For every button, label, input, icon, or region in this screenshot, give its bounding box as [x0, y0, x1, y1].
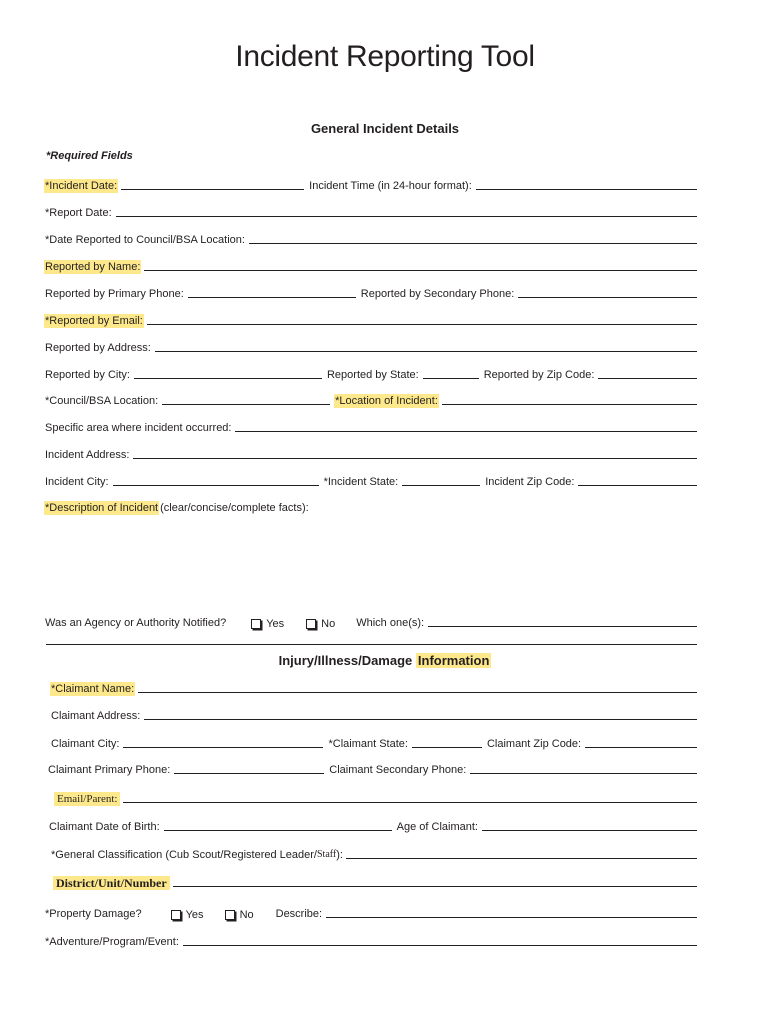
- description-note: (clear/concise/complete facts):: [160, 502, 309, 514]
- claimant-zip-label: Claimant Zip Code:: [486, 738, 582, 750]
- claimant-state-field[interactable]: [412, 747, 482, 748]
- reported-by-name-field[interactable]: [144, 270, 697, 271]
- property-damage-row: [44, 905, 697, 921]
- claimant-name-row: [50, 680, 697, 696]
- email-parent-label: Email/Parent:: [54, 792, 120, 806]
- description-area[interactable]: [46, 520, 697, 610]
- claimant-secondary-phone-label: Claimant Secondary Phone:: [329, 764, 467, 776]
- agency-yes-label: Yes: [266, 618, 285, 630]
- injury-heading: [0, 653, 770, 668]
- claimant-dob-row: [48, 818, 697, 834]
- agency-question-label: Was an Agency or Authority Notified?: [45, 617, 227, 629]
- date-reported-label: *Date Reported to Council/BSA Location:: [45, 234, 245, 246]
- report-date-label: *Report Date:: [45, 207, 112, 219]
- secondary-phone-field[interactable]: [518, 297, 697, 298]
- incident-date-field[interactable]: [121, 189, 304, 190]
- which-ones-label: Which one(s):: [356, 617, 425, 629]
- secondary-phone-label: Reported by Secondary Phone:: [360, 288, 515, 300]
- incident-date-label: *Incident Date:: [45, 180, 118, 192]
- claimant-state-label: *Claimant State:: [328, 738, 408, 750]
- reported-by-city-label: Reported by City:: [45, 369, 130, 381]
- incident-address-field[interactable]: [133, 458, 697, 459]
- reported-by-phone-row: [44, 285, 697, 301]
- property-no-checkbox[interactable]: [225, 909, 254, 921]
- claimant-city-label: Claimant City:: [51, 738, 120, 750]
- district-unit-number-row: [53, 874, 697, 890]
- adventure-row: [44, 933, 697, 949]
- reported-by-email-field[interactable]: [147, 324, 697, 325]
- primary-phone-field[interactable]: [188, 297, 356, 298]
- which-ones-field[interactable]: [428, 626, 697, 627]
- council-location-label: *Council/BSA Location:: [45, 395, 159, 407]
- age-of-claimant-label: Age of Claimant:: [396, 821, 478, 833]
- claimant-dob-field[interactable]: [164, 830, 392, 831]
- incident-city-label: Incident City:: [45, 476, 109, 488]
- reported-by-address-field[interactable]: [155, 351, 697, 352]
- property-damage-label: *Property Damage?: [45, 908, 142, 920]
- checkbox-icon: [171, 910, 181, 920]
- required-fields-note: *Required Fields: [46, 150, 133, 162]
- general-classification-field[interactable]: [346, 858, 697, 859]
- claimant-address-label: Claimant Address:: [51, 710, 141, 722]
- reported-by-city-row: [44, 366, 697, 382]
- location-of-incident-label: *Location of Incident:: [335, 395, 438, 407]
- reported-by-email-row: [44, 312, 697, 328]
- reported-by-city-field[interactable]: [134, 378, 322, 379]
- report-date-field[interactable]: [116, 216, 697, 217]
- claimant-name-label: *Claimant Name:: [51, 683, 135, 695]
- reported-by-email-label: *Reported by Email:: [45, 315, 143, 327]
- district-unit-number-field[interactable]: [173, 886, 697, 887]
- claimant-primary-phone-field[interactable]: [174, 773, 324, 774]
- agency-no-checkbox[interactable]: [306, 618, 335, 630]
- council-location-field[interactable]: [162, 404, 330, 405]
- incident-state-field[interactable]: [402, 485, 480, 486]
- staff-label: Staff: [316, 849, 337, 860]
- incident-time-field[interactable]: [476, 189, 697, 190]
- incident-city-field[interactable]: [113, 485, 319, 486]
- council-location-row: [44, 392, 697, 408]
- claimant-zip-field[interactable]: [585, 747, 697, 748]
- description-row: [44, 499, 697, 515]
- district-unit-number-label: District/Unit/Number: [53, 876, 170, 890]
- date-reported-field[interactable]: [249, 243, 697, 244]
- property-yes-label: Yes: [185, 909, 204, 921]
- reported-by-name-label: Reported by Name:: [45, 261, 141, 273]
- email-parent-row: [54, 790, 697, 806]
- incident-state-label: *Incident State:: [323, 476, 399, 488]
- checkbox-icon: [251, 619, 261, 629]
- claimant-address-row: [50, 707, 697, 723]
- reported-by-zip-label: Reported by Zip Code:: [483, 369, 595, 381]
- age-of-claimant-field[interactable]: [482, 830, 697, 831]
- injury-heading-highlight: Information: [417, 653, 490, 668]
- agency-row: [44, 614, 697, 630]
- section-divider: [46, 644, 697, 645]
- claimant-city-field[interactable]: [123, 747, 323, 748]
- reported-by-name-row: [44, 258, 697, 274]
- property-no-label: No: [239, 909, 254, 921]
- adventure-label: *Adventure/Program/Event:: [45, 936, 179, 948]
- reported-by-state-field[interactable]: [423, 378, 479, 379]
- incident-zip-label: Incident Zip Code:: [485, 476, 575, 488]
- primary-phone-label: Reported by Primary Phone:: [45, 288, 184, 300]
- reported-by-state-label: Reported by State:: [326, 369, 419, 381]
- incident-city-row: [44, 473, 697, 489]
- checkbox-icon: [306, 619, 316, 629]
- report-date-row: [44, 204, 697, 220]
- paren-colon: ):: [336, 849, 343, 861]
- checkbox-icon: [225, 910, 235, 920]
- agency-yes-checkbox[interactable]: [251, 618, 284, 630]
- describe-label: Describe:: [275, 908, 323, 920]
- specific-area-field[interactable]: [235, 431, 697, 432]
- claimant-name-field[interactable]: [138, 692, 697, 693]
- incident-time-label: Incident Time (in 24-hour format):: [309, 180, 472, 192]
- incident-zip-field[interactable]: [578, 485, 697, 486]
- claimant-primary-phone-label: Claimant Primary Phone:: [48, 764, 171, 776]
- claimant-secondary-phone-field[interactable]: [470, 773, 697, 774]
- claimant-dob-label: Claimant Date of Birth:: [49, 821, 160, 833]
- date-reported-row: [44, 231, 697, 247]
- claimant-address-field[interactable]: [144, 719, 697, 720]
- location-of-incident-field[interactable]: [442, 404, 697, 405]
- description-label: *Description of Incident: [45, 502, 159, 514]
- page-title: Incident Reporting Tool: [235, 40, 535, 73]
- email-parent-field[interactable]: [123, 802, 697, 803]
- agency-no-label: No: [321, 618, 336, 630]
- describe-field[interactable]: [326, 917, 697, 918]
- incident-address-row: [44, 446, 697, 462]
- reported-by-zip-field[interactable]: [598, 378, 697, 379]
- injury-heading-main: Injury/Illness/Damage: [278, 653, 416, 668]
- adventure-field[interactable]: [183, 945, 697, 946]
- general-classification-label: *General Classification (Cub Scout/Registered Leader/: [51, 849, 317, 861]
- incident-address-label: Incident Address:: [45, 449, 130, 461]
- general-classification-row: [50, 846, 697, 862]
- claimant-city-row: [50, 735, 697, 751]
- reported-by-address-row: [44, 339, 697, 355]
- property-yes-checkbox[interactable]: [171, 909, 204, 921]
- reported-by-address-label: Reported by Address:: [45, 342, 151, 354]
- incident-date-row: [44, 177, 697, 193]
- claimant-phone-row: [47, 761, 697, 777]
- specific-area-row: [44, 419, 697, 435]
- general-incident-heading: General Incident Details: [310, 121, 460, 136]
- specific-area-label: Specific area where incident occurred:: [45, 422, 232, 434]
